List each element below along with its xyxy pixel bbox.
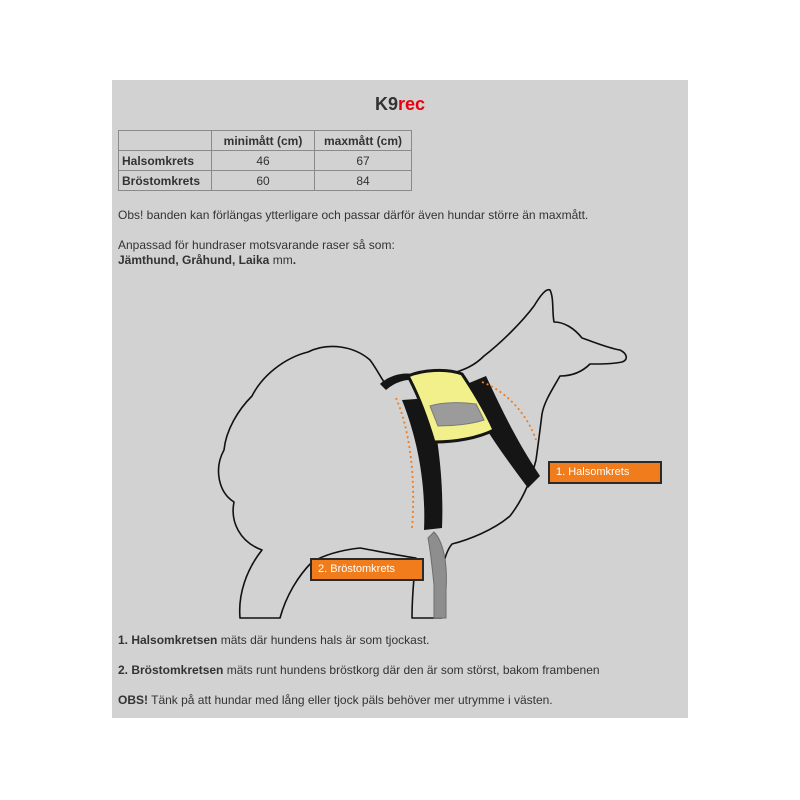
table-row xyxy=(119,151,412,171)
cell-neck-max: 67 xyxy=(315,151,412,171)
row-header-neck: Halsomkrets xyxy=(119,151,212,171)
product-panel xyxy=(112,80,688,718)
instruction-neck-text: mäts där hundens hals är som tjockast. xyxy=(217,633,430,647)
brand-logo xyxy=(112,94,688,115)
column-header-max: maxmått (cm) xyxy=(315,131,412,151)
breed-suffix: mm xyxy=(269,253,293,267)
instruction-chest-text: mäts runt hundens bröstkorg där den är som störst, bakom frambenen xyxy=(223,663,600,677)
cell-chest-min: 60 xyxy=(212,171,315,191)
breed-intro: Anpassad för hundraser motsvarande raser så som: xyxy=(118,238,395,252)
instruction-neck-title: 1. Halsomkretsen xyxy=(118,633,218,647)
size-table xyxy=(118,130,412,191)
cell-neck-min: 46 xyxy=(212,151,315,171)
breed-period: . xyxy=(292,253,297,267)
chest-label: 2. Bröstomkrets xyxy=(310,558,424,581)
instruction-chest-title: 2. Bröstomkretsen xyxy=(118,663,224,677)
obs-note xyxy=(118,693,553,708)
table-header-row xyxy=(119,131,412,151)
table-row xyxy=(119,171,412,191)
breed-list: Jämthund, Gråhund, Laika xyxy=(118,253,270,267)
brand-part-2: rec xyxy=(397,94,426,114)
obs-text: Tänk på att hundar med lång eller tjock päls behöver mer utrymme i västen. xyxy=(148,693,553,707)
column-header-min: minimått (cm) xyxy=(212,131,315,151)
instruction-chest xyxy=(118,663,600,678)
row-header-chest: Bröstomkrets xyxy=(119,171,212,191)
breed-line xyxy=(118,253,296,268)
vest-patch xyxy=(430,403,484,426)
obs-title: OBS! xyxy=(118,693,148,707)
extension-note: Obs! banden kan förlängas ytterligare och passar därför även hundar större än maxmått. xyxy=(118,208,589,222)
instruction-neck xyxy=(118,633,430,648)
neck-label: 1. Halsomkrets xyxy=(548,461,662,484)
brand-part-1: K9 xyxy=(374,94,398,114)
table-corner-cell xyxy=(119,131,212,151)
cell-chest-max: 84 xyxy=(315,171,412,191)
